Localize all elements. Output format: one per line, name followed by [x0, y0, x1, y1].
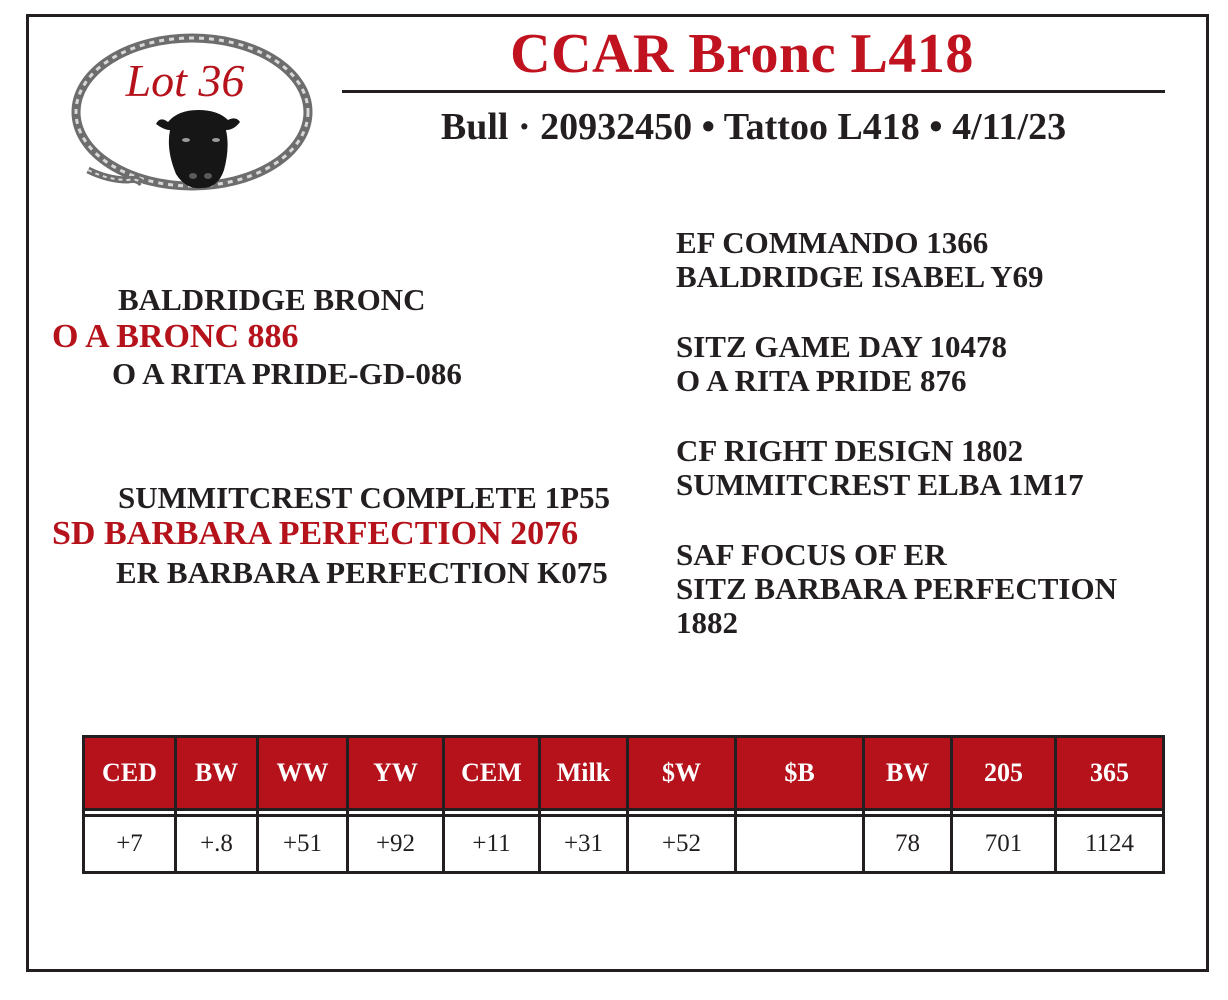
epd-value: +31 [540, 816, 628, 873]
epd-value: +11 [444, 816, 540, 873]
grandparent-name: BALDRIDGE ISABEL Y69 [676, 259, 1044, 294]
epd-header: $B [736, 737, 864, 810]
dam-sire: SUMMITCREST COMPLETE 1P55 [118, 480, 611, 515]
grandparents-group-1 [676, 226, 1176, 294]
grandparents-group-4 [676, 538, 1176, 640]
epd-value-row [84, 816, 1164, 873]
epd-value: +52 [628, 816, 736, 873]
epd-header: $W [628, 737, 736, 810]
grandparent-name: SAF FOCUS OF ER [676, 537, 947, 572]
epd-value [736, 816, 864, 873]
epd-value: 78 [864, 816, 952, 873]
grandparents-group-2 [676, 330, 1176, 398]
epd-header: YW [348, 737, 444, 810]
grandparent-name: CF RIGHT DESIGN 1802 [676, 433, 1024, 468]
animal-name-title: CCAR Bronc L418 [510, 23, 974, 85]
epd-header: CED [84, 737, 176, 810]
dam-name: SD BARBARA PERFECTION 2076 [52, 515, 579, 552]
title-divider [342, 90, 1165, 93]
animal-details: Bull · 20932450 • Tattoo L418 • 4/11/23 [440, 106, 1067, 148]
epd-value: 701 [952, 816, 1056, 873]
epd-header: WW [258, 737, 348, 810]
epd-header: 205 [952, 737, 1056, 810]
sire-sire: BALDRIDGE BRONC [118, 282, 426, 317]
grandparent-name: EF COMMANDO 1366 [676, 225, 989, 260]
epd-header: 365 [1056, 737, 1164, 810]
grandparent-name: SUMMITCREST ELBA 1M17 [676, 467, 1084, 502]
epd-header: CEM [444, 737, 540, 810]
epd-table [82, 735, 1165, 874]
grandparent-name: SITZ BARBARA PERFECTION [676, 571, 1117, 606]
epd-value: 1124 [1056, 816, 1164, 873]
grandparent-name: SITZ GAME DAY 10478 [676, 329, 1008, 364]
epd-value: +92 [348, 816, 444, 873]
epd-header: Milk [540, 737, 628, 810]
epd-value: +.8 [176, 816, 258, 873]
lot-number: Lot 36 [125, 55, 245, 106]
epd-header-row [84, 737, 1164, 810]
angus-bull-head-icon [156, 110, 240, 188]
epd-value: +7 [84, 816, 176, 873]
sire-name: O A BRONC 886 [52, 318, 299, 355]
epd-header: BW [864, 737, 952, 810]
grandparents-group-3 [676, 434, 1176, 502]
grandparent-name: O A RITA PRIDE 876 [676, 363, 967, 398]
sire-dam: O A RITA PRIDE-GD-086 [112, 356, 462, 391]
epd-value: +51 [258, 816, 348, 873]
grandparent-name: 1882 [676, 605, 738, 640]
dam-dam: ER BARBARA PERFECTION K075 [116, 555, 608, 590]
epd-header: BW [176, 737, 258, 810]
